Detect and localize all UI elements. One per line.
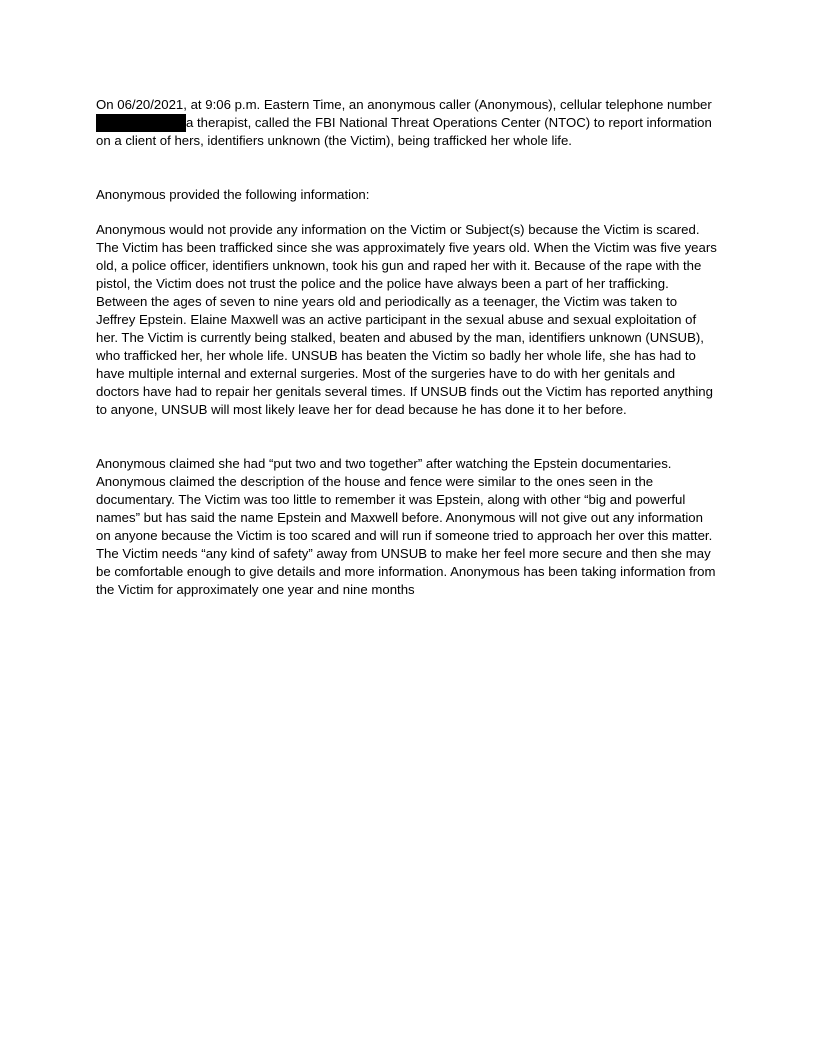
spacer bbox=[96, 150, 720, 186]
document-page bbox=[96, 96, 720, 599]
redaction-box bbox=[96, 114, 186, 132]
spacer bbox=[96, 204, 720, 221]
lead-in-line: Anonymous provided the following information: bbox=[96, 187, 370, 202]
intro-text-part1: On 06/20/2021, at 9:06 p.m. Eastern Time, an anonymous caller (Anonymous), cellular telephone number bbox=[96, 97, 712, 112]
intro-text-part2: a therapist, called the FBI National Threat Operations Center (NTOC) to report information on a client of hers, identifiers unknown (the Victim), being trafficked her whole life. bbox=[96, 115, 712, 148]
spacer bbox=[96, 419, 720, 455]
body-paragraph-2: Anonymous claimed she had “put two and two together” after watching the Epstein documentaries. Anonymous claimed the description of the house and fence were similar to the ones seen in the documentary. The Victim was too little to remember it was Epstein, along with other “big and powerful names” but has said the name Epstein and Maxwell before. Anonymous will not give out any information on anyone because the Victim is too scared and will run if someone tried to approach her over this matter. The Victim needs “any kind of safety” away from UNSUB to make her feel more secure and then she may be comfortable enough to give details and more information. Anonymous has been taking information from the Victim for approximately one year and nine months bbox=[96, 456, 716, 597]
body-paragraph-1: Anonymous would not provide any information on the Victim or Subject(s) because the Victim is scared. The Victim has been trafficked since she was approximately five years old. When the Victim was five years old, a police officer, identifiers unknown, took his gun and raped her with it. Because of the rape with the pistol, the Victim does not trust the police and the police have always been a part of her trafficking. Between the ages of seven to nine years old and periodically as a teenager, the Victim was taken to Jeffrey Epstein. Elaine Maxwell was an active participant in the sexual abuse and sexual exploitation of her. The Victim is currently being stalked, beaten and abused by the man, identifiers unknown (UNSUB), who trafficked her, her whole life. UNSUB has beaten the Victim so badly her whole life, she has had to have multiple internal and external surgeries. Most of the surgeries have to do with her genitals and doctors have had to repair her genitals several times. If UNSUB finds out the Victim has reported anything to anyone, UNSUB will most likely leave her for dead because he has done it to her before. bbox=[96, 222, 717, 417]
intro-paragraph bbox=[96, 96, 720, 150]
